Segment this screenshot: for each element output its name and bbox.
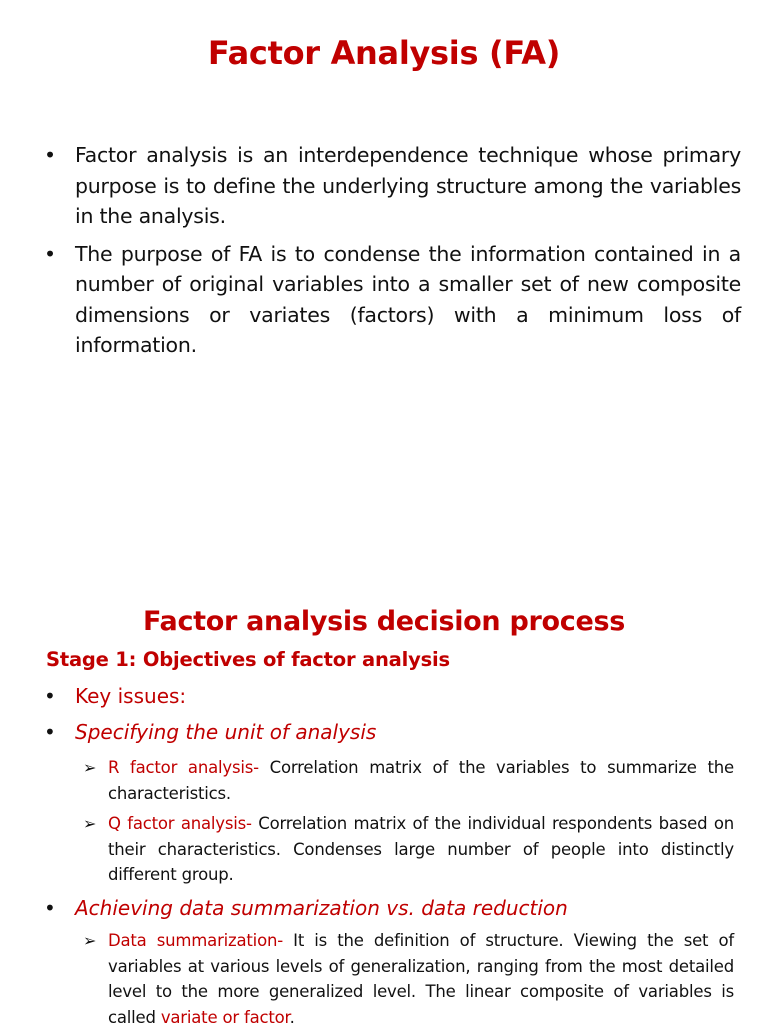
bullet-unit-of-analysis <box>44 720 377 744</box>
slide-title: Factor Analysis (FA) <box>207 34 561 72</box>
slide-decision-process <box>0 580 768 1027</box>
bullet-data-summarization <box>44 896 568 920</box>
arrow-bullet-icon: ➢ <box>83 758 97 777</box>
bullet-text: Factor analysis is an interdependence technique whose primary purpose is to define the underlying structure among the variables in the analysis. <box>75 143 741 228</box>
sub-bullet-q-factor <box>83 811 735 888</box>
arrow-bullet-icon: ➢ <box>83 931 97 950</box>
arrow-bullet-icon: ➢ <box>83 814 97 833</box>
sub-bullet-r-factor <box>83 755 734 806</box>
term-label: Q factor analysis- <box>108 814 252 833</box>
bullet-icon: • <box>44 684 56 708</box>
bullet-item <box>44 140 741 232</box>
bullet-item <box>44 239 741 361</box>
bullet-text: The purpose of FA is to condense the information contained in a number of original variables into a smaller set of new composite dimensions or variates (factors) with a minimum loss of information. <box>75 241 741 357</box>
bullet-list <box>44 140 741 368</box>
slide-title: Factor analysis decision process <box>142 606 626 637</box>
bullet-icon: • <box>44 241 56 266</box>
term-definition: It is the definition of structure. Viewing the set of variables at various levels of generalization, ranging from the most detailed level to the more generalized level. The linear composite of variables is called <box>108 931 734 1027</box>
term-label: Data summarization- <box>108 931 283 950</box>
bullet-text: Specifying the unit of analysis <box>75 720 377 744</box>
bullet-icon: • <box>44 143 56 167</box>
bullet-text: Key issues: <box>75 684 187 708</box>
bullet-icon: • <box>44 896 56 920</box>
sub-bullet-data-summarization <box>83 928 734 1030</box>
term-label: R factor analysis- <box>108 758 259 777</box>
bullet-icon: • <box>44 720 56 744</box>
bullet-text: Achieving data summarization vs. data reduction <box>75 896 568 920</box>
term-end: . <box>289 1007 295 1027</box>
term-highlight: variate or factor <box>160 1007 290 1027</box>
stage-heading: Stage 1: Objectives of factor analysis <box>46 648 450 671</box>
bullet-key-issues <box>44 684 187 708</box>
term-definition: Correlation matrix of the individual respondents based on their characteristics. Condenses large number of people into distinctly different group. <box>108 814 735 884</box>
term-definition: Correlation matrix of the variables to summarize the characteristics. <box>108 758 734 803</box>
